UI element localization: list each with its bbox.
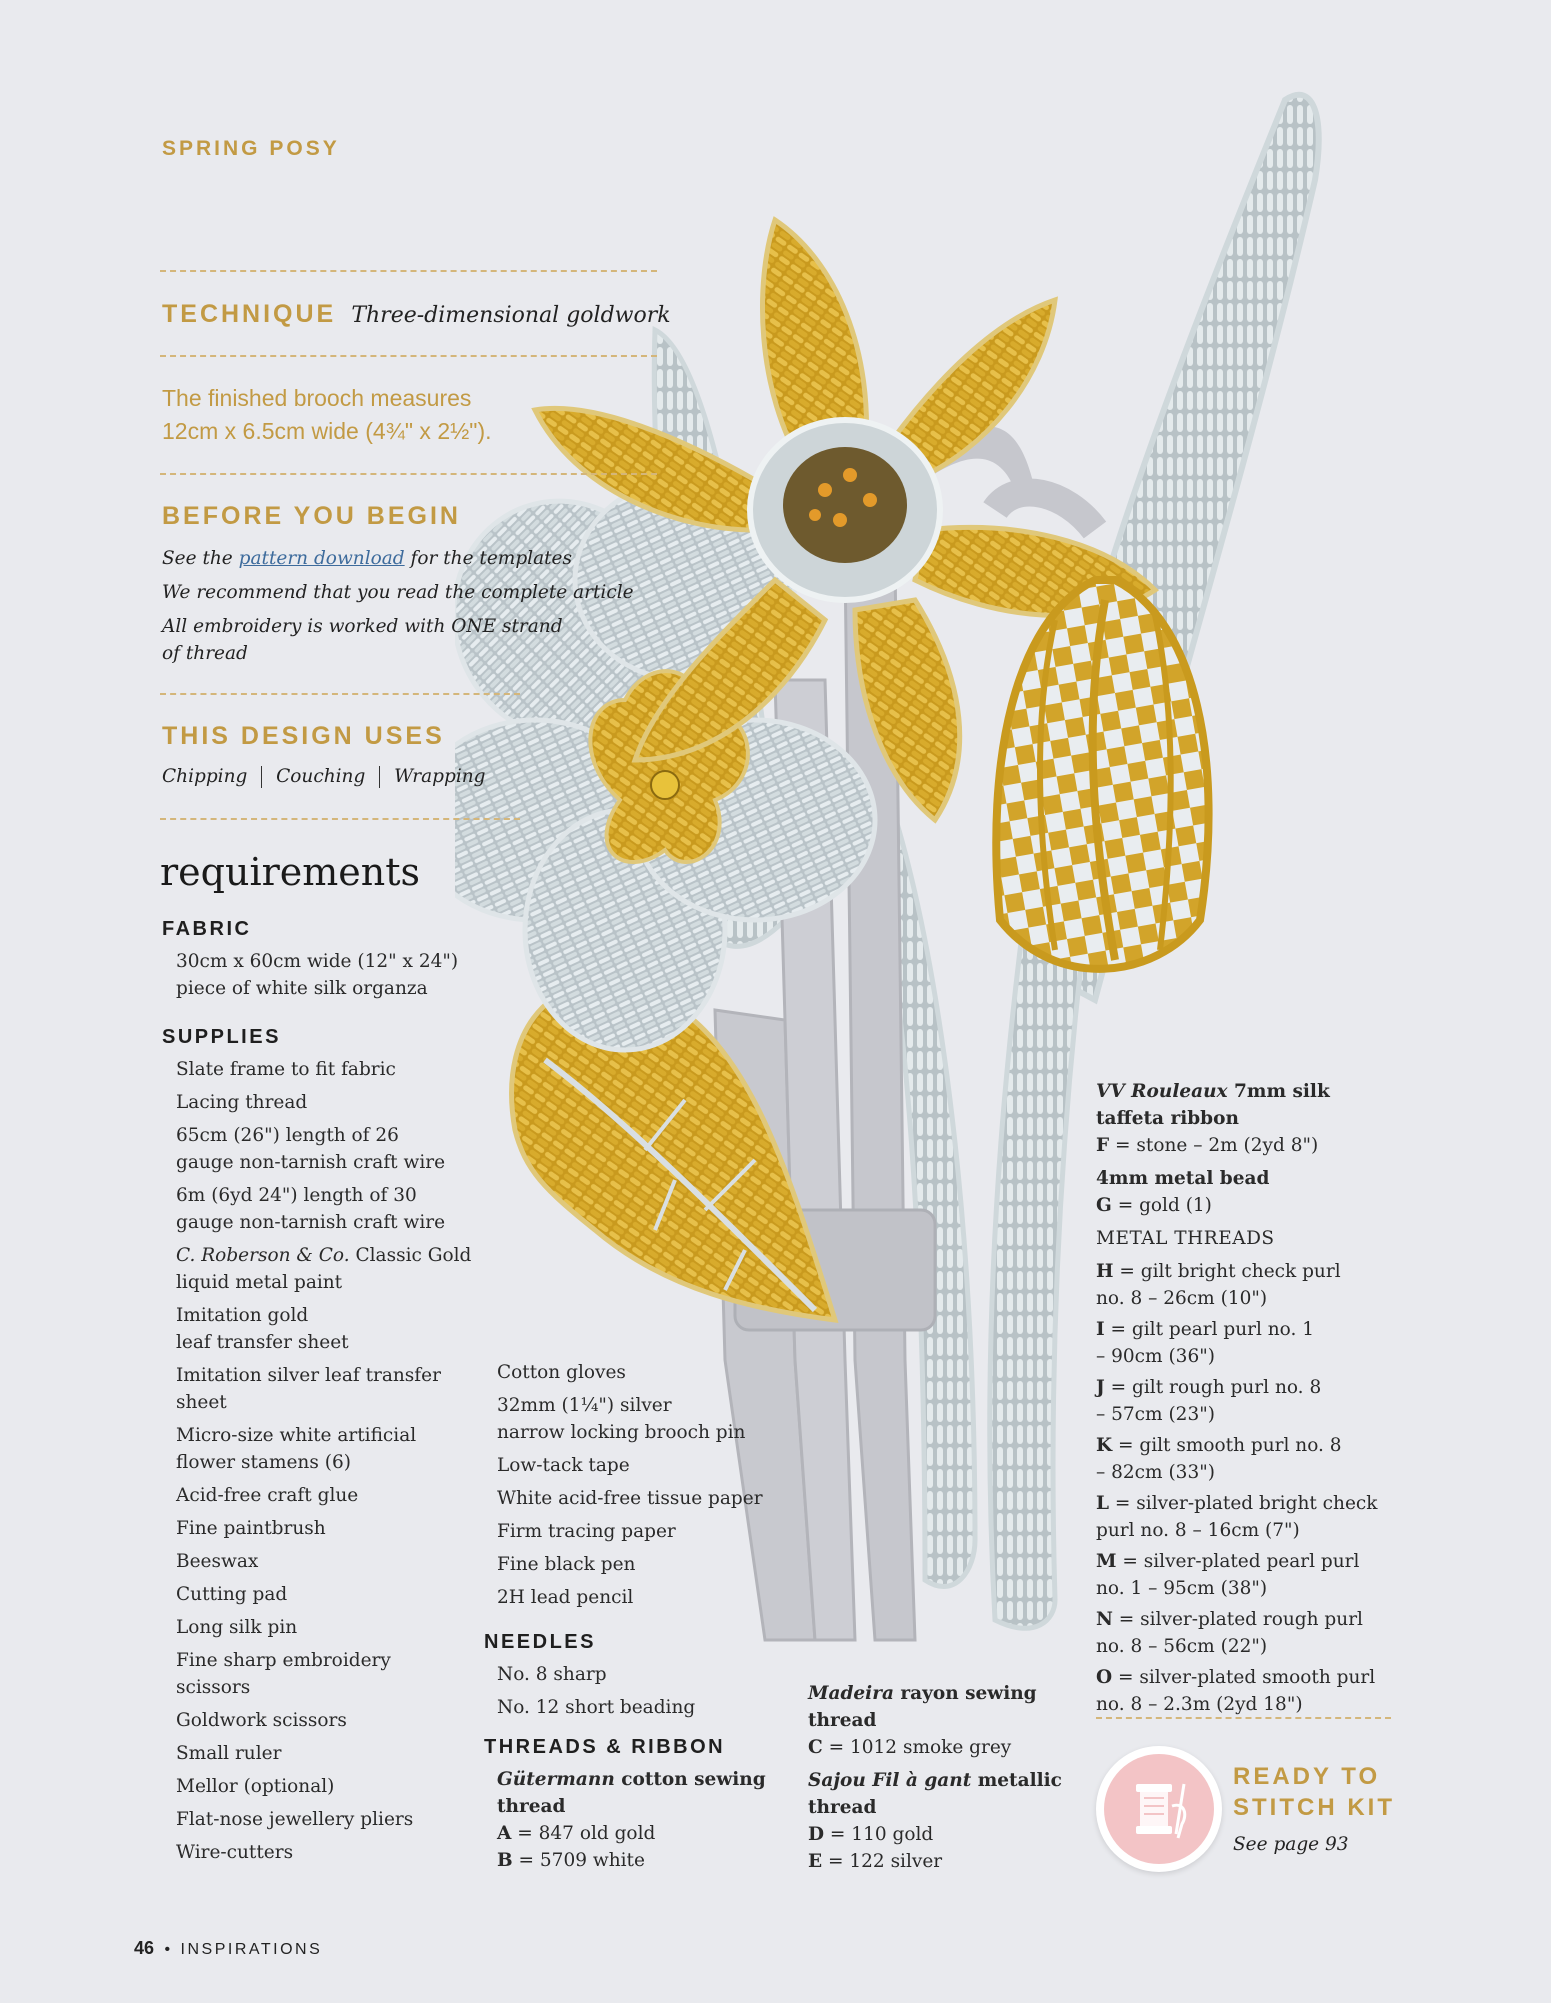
metal-thread-entry: N = silver-plated rough purl no. 8 – 56cm (22"): [1096, 1609, 1363, 1657]
list-item-line: Low-tack tape: [497, 1455, 630, 1476]
list-item-line: scissors: [176, 1677, 251, 1698]
thread-entry: C = 1012 smoke grey: [808, 1737, 1012, 1758]
note-line: We recommend that you read the complete article: [162, 582, 634, 603]
list-item: [176, 1614, 476, 1641]
list-item: [176, 1422, 476, 1476]
thread-brand: [497, 1766, 797, 1793]
list-item: [176, 1482, 476, 1509]
requirements-title: requirements: [160, 850, 421, 894]
divider: [1096, 1717, 1391, 1719]
list-item: [176, 1182, 476, 1236]
supplies-heading: SUPPLIES: [162, 1026, 281, 1048]
brand-desc: cotton sewing: [614, 1769, 766, 1790]
thread-entry: B = 5709 white: [497, 1850, 645, 1871]
thread-entry: E = 122 silver: [808, 1851, 943, 1872]
divider: [160, 270, 657, 272]
list-item-line: leaf transfer sheet: [176, 1332, 349, 1353]
thread-brand: thread: [497, 1796, 566, 1817]
list-item-line: Beeswax: [176, 1551, 259, 1572]
footer-magazine: INSPIRATIONS: [180, 1941, 323, 1958]
list-item-line: Firm tracing paper: [497, 1521, 676, 1542]
technique-tag: Couching: [276, 766, 366, 787]
technique-row: [162, 300, 671, 329]
note-line: [162, 545, 634, 572]
technique-label: TECHNIQUE: [162, 300, 337, 328]
needles-list: [497, 1661, 695, 1727]
right-column: [1096, 1078, 1396, 1722]
list-item: [176, 1707, 476, 1734]
madeira-sajou-block: [808, 1680, 1078, 1875]
kit-see-page: See page 93: [1233, 1834, 1349, 1855]
list-item-line: Slate frame to fit fabric: [176, 1059, 396, 1080]
before-you-begin-notes: [162, 545, 634, 667]
list-item-line: Imitation gold: [176, 1305, 309, 1326]
page-number: 46: [134, 1938, 155, 1958]
list-item-line: 2H lead pencil: [497, 1587, 634, 1608]
list-item-line: Fine paintbrush: [176, 1518, 326, 1539]
page-header-label: SPRING POSY: [162, 137, 340, 160]
kit-badge[interactable]: [1096, 1746, 1222, 1872]
list-item-line: C. Roberson & Co. Classic Gold: [176, 1245, 472, 1266]
list-item: [176, 1056, 476, 1083]
footer-bullet: •: [164, 1941, 171, 1958]
note-line: of thread: [162, 643, 248, 664]
fabric-heading: FABRIC: [162, 918, 252, 940]
metal-threads-heading: METAL THREADS: [1096, 1228, 1275, 1249]
list-item-line: 30cm x 60cm wide (12" x 24"): [176, 951, 459, 972]
needles-heading: NEEDLES: [484, 1631, 596, 1653]
list-item-line: Micro-size white artificial: [176, 1425, 417, 1446]
list-item: [176, 948, 458, 1002]
pattern-download-link[interactable]: pattern download: [238, 548, 405, 569]
metal-thread-entry: K = gilt smooth purl no. 8 – 82cm (33"): [1096, 1435, 1342, 1483]
list-item: [497, 1359, 797, 1386]
list-item-line: liquid metal paint: [176, 1272, 343, 1293]
before-you-begin-title: BEFORE YOU BEGIN: [162, 502, 461, 530]
list-item: [497, 1694, 695, 1721]
list-item: [176, 1122, 476, 1176]
kit-title[interactable]: [1233, 1761, 1395, 1823]
list-item-line: narrow locking brooch pin: [497, 1422, 746, 1443]
divider: [160, 473, 657, 475]
list-item-line: Wire-cutters: [176, 1842, 294, 1863]
bead-entry: G = gold (1): [1096, 1195, 1212, 1216]
list-item: [176, 1089, 476, 1116]
list-item: [497, 1551, 797, 1578]
measurement-line-1: The finished brooch measures: [162, 385, 472, 411]
threads-heading: THREADS & RIBBON: [484, 1736, 726, 1758]
list-item: [497, 1584, 797, 1611]
kit-title-line: READY TO: [1233, 1763, 1381, 1790]
list-item: [176, 1302, 476, 1356]
note-text: See the: [162, 548, 239, 569]
page-footer: [134, 1938, 322, 1959]
ribbon-entry: F = stone – 2m (2yd 8"): [1096, 1135, 1319, 1156]
metal-thread-entry: M = silver-plated pearl purl no. 1 – 95cm (38"): [1096, 1551, 1360, 1599]
list-item: [497, 1661, 695, 1688]
gutermann-block: [497, 1766, 797, 1874]
list-item-line: Cotton gloves: [497, 1362, 626, 1383]
technique-value: Three-dimensional goldwork: [351, 303, 671, 328]
list-item-line: No. 8 sharp: [497, 1664, 607, 1685]
thread-spool-icon: [1104, 1754, 1214, 1864]
measurements: [162, 382, 492, 448]
thread-brand: thread: [808, 1797, 877, 1818]
list-item: [176, 1515, 476, 1542]
list-item: [176, 1548, 476, 1575]
metal-thread-entry: H = gilt bright check purl no. 8 – 26cm (10"): [1096, 1261, 1341, 1309]
design-uses-title: THIS DESIGN USES: [162, 722, 445, 750]
list-item: [497, 1452, 797, 1479]
list-item-line: White acid-free tissue paper: [497, 1488, 763, 1509]
list-item-line: Fine sharp embroidery: [176, 1650, 391, 1671]
list-item-line: Long silk pin: [176, 1617, 298, 1638]
list-item: [176, 1647, 476, 1701]
technique-tag: Chipping: [162, 766, 248, 787]
list-item-line: Fine black pen: [497, 1554, 636, 1575]
list-item-line: Cutting pad: [176, 1584, 288, 1605]
divider: [160, 818, 520, 820]
list-item-line: Acid-free craft glue: [176, 1485, 359, 1506]
list-item: [497, 1392, 797, 1446]
list-item: [497, 1485, 797, 1512]
list-item-line: 6m (6yd 24") length of 30: [176, 1185, 417, 1206]
fabric-list: [176, 948, 458, 1008]
list-item: [176, 1362, 476, 1416]
list-item: [176, 1740, 476, 1767]
technique-tag: Wrapping: [394, 766, 486, 787]
list-item: [497, 1518, 797, 1545]
thread-entry: A = 847 old gold: [497, 1823, 656, 1844]
ribbon-brand: VV Rouleaux 7mm silk: [1096, 1081, 1330, 1102]
list-item-line: Mellor (optional): [176, 1776, 335, 1797]
list-item-line: 65cm (26") length of 26: [176, 1125, 399, 1146]
ribbon-brand: taffeta ribbon: [1096, 1108, 1239, 1129]
bead-heading: 4mm metal bead: [1096, 1168, 1270, 1189]
thread-brand: Madeira rayon sewing: [808, 1683, 1037, 1704]
list-item-line: flower stamens (6): [176, 1452, 351, 1473]
list-item: [176, 1581, 476, 1608]
brand-name: Gütermann: [497, 1769, 615, 1790]
divider: [160, 355, 657, 357]
metal-thread-entry: I = gilt pearl purl no. 1 – 90cm (36"): [1096, 1319, 1315, 1367]
note-text: for the templates: [404, 548, 572, 569]
list-item: [176, 1839, 476, 1866]
list-item-line: 32mm (1¼") silver: [497, 1395, 672, 1416]
list-item: [176, 1773, 476, 1800]
list-item-line: piece of white silk organza: [176, 978, 428, 999]
metal-thread-entry: O = silver-plated smooth purl no. 8 – 2.3m (2yd 18"): [1096, 1667, 1376, 1715]
thread-brand: Sajou Fil à gant metallic: [808, 1770, 1062, 1791]
list-item: [176, 1806, 476, 1833]
list-item-line: Lacing thread: [176, 1092, 308, 1113]
list-item: [176, 1242, 476, 1296]
list-item-line: gauge non-tarnish craft wire: [176, 1212, 446, 1233]
list-item-line: Imitation silver leaf transfer: [176, 1365, 441, 1386]
supplies-list-1: [176, 1056, 476, 1872]
kit-title-line: STITCH KIT: [1233, 1794, 1395, 1821]
thread-brand: thread: [808, 1710, 877, 1731]
list-item-line: Small ruler: [176, 1743, 282, 1764]
measurement-line-2: 12cm x 6.5cm wide (4¾" x 2½").: [162, 418, 492, 444]
list-item-line: sheet: [176, 1392, 227, 1413]
metal-thread-entry: L = silver-plated bright check purl no. 8 – 16cm (7"): [1096, 1493, 1378, 1541]
design-uses-list: [162, 766, 486, 788]
list-item-line: Goldwork scissors: [176, 1710, 347, 1731]
divider: [160, 693, 520, 695]
list-item-line: Flat-nose jewellery pliers: [176, 1809, 414, 1830]
list-item-line: No. 12 short beading: [497, 1697, 696, 1718]
list-item-line: gauge non-tarnish craft wire: [176, 1152, 446, 1173]
metal-threads-list: [1096, 1258, 1396, 1718]
metal-thread-entry: J = gilt rough purl no. 8 – 57cm (23"): [1096, 1377, 1322, 1425]
kit-badge-inner: [1104, 1754, 1214, 1864]
thread-entry: D = 110 gold: [808, 1824, 934, 1845]
supplies-list-2: [497, 1359, 797, 1617]
note-line: All embroidery is worked with ONE strand: [162, 616, 563, 637]
